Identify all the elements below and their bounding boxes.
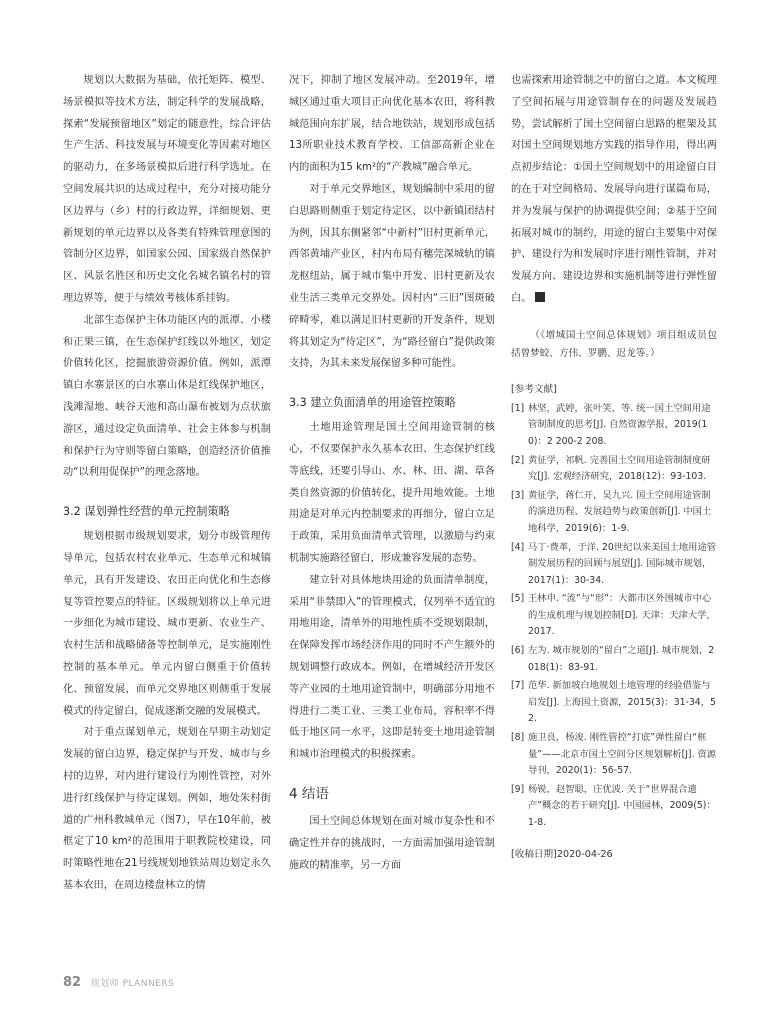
paragraph-continued [511, 70, 717, 310]
reference-number: [1] [511, 402, 525, 414]
column-1 [63, 70, 271, 897]
reference-number: [6] [511, 645, 525, 657]
reference-item [511, 782, 717, 832]
reference-text: 黄征学，蒋仁开，吴九兴. 国土空间用途管制的演进历程、发展趋势与政策创新[J]. 中国土地科学，2019(6)：1-9. [528, 489, 712, 534]
reference-item [511, 453, 717, 486]
references-heading: [参考文献] [511, 383, 557, 395]
reference-text: 黄征学，祁帆. 完善国土空间用途管制制度研究[J]. 宏观经济研究，2018(12)：93-103. [528, 454, 711, 483]
paragraph: 建立针对具体地块用途的负面清单制度，采用“非禁即入”的管理模式，仅列举不适宜的用地用途，清单外的用地性质不受规划限制，在保障发挥市场经济作用的同时不产生额外的规划调整行政成本。例如，在增城经济开发区等产业园的土地用途管制中，明确部分用地不得进行二类工业、三类工业布局，容积率不得低于地区同一水平，这即是转变土地用途管制和城市治理模式的积极探索。 [289, 574, 495, 761]
reference-number: [7] [511, 680, 525, 692]
page-number: 82 [63, 975, 82, 990]
paragraph: 土地用途管理是国土空间用途管制的核心，不仅要保护永久基本农田、生态保护红线等底线，还要引导山、水、林、田、湖、草各类自然资源的价值转化，提升用地效能。土地用途是对单元内控制要求的再细分，留白立足于政策，采用负面清单式管理，以激励与约束机制实施路径留白，形成兼容发展的态势。 [289, 422, 495, 564]
received-date: [收稿日期]2020-04-26 [511, 848, 613, 860]
reference-item [511, 488, 717, 538]
reference-item [511, 730, 717, 780]
reference-item [511, 643, 717, 676]
reference-number: [3] [511, 489, 525, 501]
reference-number: [5] [511, 593, 525, 605]
paragraph: 北部生态保护主体功能区内的派潭、小楼和正果三镇，在生态保护红线以外地区，划定价值转化区，挖掘旅游资源价值。例如，派潭镇白水寨景区的白水寨山体是红线保护地区，浅滩湿地、峡谷天池和高山瀑布被划为点状旅游区，通过设定负面清单、社会主体参与机制和保护行为守则等留白策略，创造经济价值推动“以利用促保护”的理念落地。 [63, 314, 271, 479]
paragraph-text: 也需探索用途管制之中的留白之道。本文梳理了空间拓展与用途管制存在的问题及发展趋势，尝试解析了国土空间留白思路的框架及其对国土空间规划地方实践的指导作用，得出两点初步结论：①国土空间规划中的用途留白目的在于对空间格局、发展导向进行谋篇布局，并为发展与保护的协调提供空间；②基于空间拓展对城市的制约，用途的留白主要集中对保护、建设行为和发展时序进行刚性管制，并对发展方向、建设边界和实施机制等进行弹性留白。 [511, 75, 717, 304]
reference-item [511, 401, 717, 451]
reference-number: [2] [511, 454, 525, 466]
reference-item [511, 591, 717, 641]
reference-number: [8] [511, 732, 525, 744]
reference-text: 林坚，武婷，张叶笑，等. 统一国土空间用途管制制度的思考[J]. 自然资源学报，2019(10)：2 200-2 208. [528, 402, 711, 447]
reference-text: 范华. 新加坡白地规划土地管理的经验借鉴与启发[J]. 上海国土资源，2015(3)：31-34，52. [528, 680, 716, 725]
section-heading-3-2: 3.2 谋划弹性经营的单元控制策略 [63, 505, 230, 519]
paragraph: 规划根据市级规划要求，划分市级管理传导单元，包括农村农业单元、生态单元和城镇单元，具有开发建设、农田正向优化和生态修复等管控要点的特征。区级规划将以上单元进一步细化为城市建设、城市更新、农业生产、农村生活和战略储备等控制单元，是实施刚性控制的基本单元。单元内留白侧重于价值转化、预留发展，而单元交界地区则侧重于发展模式的待定留白，促成逐渐交融的发展模式。 [63, 531, 271, 717]
column-3 [511, 70, 717, 860]
section-heading-3-3: 3.3 建立负面清单的用途管控策略 [289, 396, 456, 410]
reference-text: 左为. 城市规划的“留白”之道[J]. 城市规划，2018(1)：83-91. [528, 645, 715, 673]
project-team-note: （《增城国土空间总体规划》项目组成员包括曾梦蛟、方伟、罗鹏、迟龙等。） [511, 329, 717, 359]
paragraph-continued: 况下，抑制了地区发展冲动。至2019年，增城区通过重大项目正向优化基本农田，将科教城范围向东扩展，结合地铁站，规划形成包括13所职业技术教育学校、工信部高新企业在内的面积为15 km²的“产教城”融合单元。 [289, 75, 495, 174]
article-end-icon [535, 292, 545, 302]
page-footer [63, 975, 174, 990]
reference-text: 杨锐，赵智聪，庄优波. 关于“世界混合遗产”概念的若干研究[J]. 中国园林，2009(5)：1-8. [528, 783, 716, 829]
paragraph: 国土空间总体规划在面对城市复杂性和不确定性并存的挑战时，一方面需加强用途管制施政的精准率，另一方面 [289, 815, 495, 871]
paragraph: 对于单元交界地区，规划编制中采用的留白思路则侧重于划定待定区，以中新镇团结村为例，因其东侧紧邻“中新村”旧村更新单元，西邻黄埔产业区，村内布局有穗莞深城轨的镇龙枢纽站，属于城市集中开发、旧村更新及农业生活三类单元交界处。因村内“三旧”图斑破碎畸零，难以满足旧村更新的开发条件，规划将其划定为“待定区”，为“路径留白”提供政策支持，为其未来发展保留多种可能性。 [289, 183, 495, 370]
reference-number: [9] [511, 783, 525, 795]
reference-text: 王林申. “流”与“形”：大都市区外围城市中心的生成机理与规划控制[D]. 天津：天津大学，2017. [528, 593, 716, 638]
column-2 [289, 70, 495, 876]
journal-name: 规划师 PLANNERS [90, 979, 175, 989]
section-heading-conclusion: 4 结语 [289, 785, 329, 802]
reference-text: 马丁·费革，于洋. 20世纪以来美国土地用途管制发展历程的回顾与展望[J]. 国际城市规划，2017(1)：30-34. [528, 541, 717, 586]
reference-item [511, 678, 717, 728]
paragraph: 规划以大数据为基础，依托矩阵、模型、场景模拟等技术方法，制定科学的发展战略，探索“发展预留地区”划定的随意性，综合评估生产生活、科技发展与环境变化等因素对地区的驱动力，在多场景模拟后进行科学选址。在空间发展共识的达成过程中，充分对接功能分区边界与（乡）村的行政边界，详细规划、更新规划的单元边界以及各类有特殊管理意图的管制分区边界，如国家公园、国家级自然保护区、风景名胜区和历史文化名城名镇名村的管理边界等，便于与绩效考核体系挂钩。 [63, 75, 271, 304]
paragraph: 对于重点谋划单元，规划在早期主动划定发展的留白边界，稳定保护与开发、城市与乡村的边界，对内进行建设行为刚性管控，对外进行红线保护与待定谋划。例如，地处朱村街道的广州科教城单元（图7），早在10年前，被框定了10 km²的范围用于职教院校建设，同时策略性地在21号线规划地铁站周边划定永久基本农田，在周边楼盘林立的情 [63, 727, 271, 891]
reference-item [511, 540, 717, 590]
reference-number: [4] [511, 541, 525, 553]
reference-text: 施卫良，杨浚. 刚性管控“打底”弹性留白“框量”——北京市国土空间分区规划解析[J]. 资源导刊，2020(1)：56-57. [528, 732, 717, 777]
references-list [511, 401, 717, 832]
